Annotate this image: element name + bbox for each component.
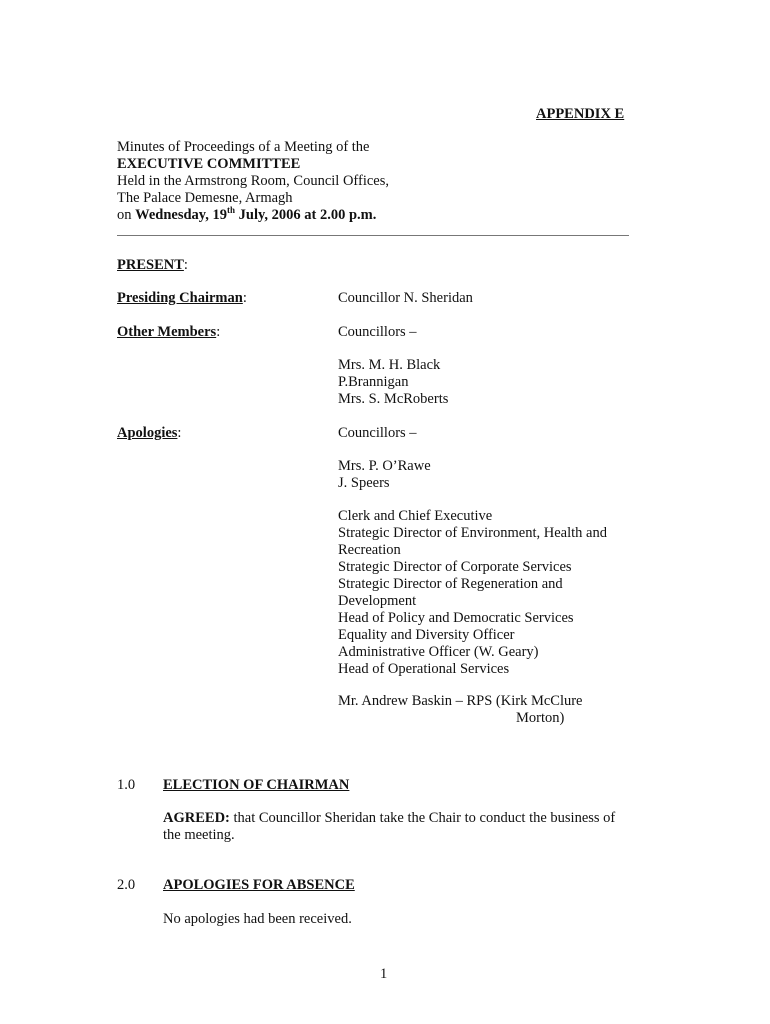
present-colon: : — [183, 257, 188, 273]
committee-name: EXECUTIVE COMMITTEE — [117, 156, 301, 172]
header-line-4: The Palace Demesne, Armagh — [117, 190, 293, 206]
presiding-colon: : — [242, 290, 247, 306]
date-prefix: on — [117, 207, 136, 223]
members-heading: Councillors – — [338, 324, 417, 340]
list-item: Strategic Director of Environment, Health and — [338, 525, 607, 541]
meeting-date — [117, 207, 389, 224]
list-item: Development — [338, 593, 417, 609]
members-list — [338, 357, 648, 408]
list-item: Mrs. M. H. Black — [338, 357, 441, 373]
list-item: Administrative Officer (W. Geary) — [338, 644, 539, 660]
header-line-3: Held in the Armstrong Room, Council Offices, — [117, 173, 389, 189]
list-item: Strategic Director of Regeneration and — [338, 576, 563, 592]
list-item: P.Brannigan — [338, 374, 409, 390]
apologies-label — [117, 425, 181, 442]
members-colon: : — [216, 324, 221, 340]
agreed-text: that Councillor Sheridan take the Chair to conduct the business of — [229, 810, 616, 826]
list-item: Clerk and Chief Executive — [338, 508, 493, 524]
list-item: Head of Operational Services — [338, 661, 510, 677]
page-number: 1 — [380, 966, 388, 982]
presiding-chairman-value: Councillor N. Sheridan — [338, 290, 473, 306]
apologies-colon: : — [177, 425, 182, 441]
section-title: APOLOGIES FOR ABSENCE — [163, 877, 355, 893]
presiding-label-text: Presiding Chairman — [117, 290, 243, 306]
present-label: PRESENT — [117, 257, 184, 273]
section-number: 1.0 — [117, 777, 136, 793]
section-body-line-1 — [163, 810, 663, 827]
apologies-label-text: Apologies — [117, 425, 178, 441]
guest-line-1: Mr. Andrew Baskin – RPS (Kirk McClure — [338, 693, 583, 709]
section-title: ELECTION OF CHAIRMAN — [163, 777, 350, 793]
apologies-heading: Councillors – — [338, 425, 417, 441]
guest-line-2: Morton) — [516, 710, 565, 726]
list-item: Strategic Director of Corporate Services — [338, 559, 572, 575]
section-number: 2.0 — [117, 877, 136, 893]
list-item: Recreation — [338, 542, 401, 558]
present-heading — [117, 257, 188, 274]
list-item: Mrs. S. McRoberts — [338, 391, 449, 407]
meeting-header — [117, 139, 389, 224]
date-superscript: th — [226, 205, 235, 216]
members-label-text: Other Members — [117, 324, 217, 340]
appendix-label: APPENDIX E — [536, 106, 625, 122]
header-line-1: Minutes of Proceedings of a Meeting of the — [117, 139, 370, 155]
list-item: Equality and Diversity Officer — [338, 627, 515, 643]
agreed-label: AGREED: — [163, 810, 230, 826]
other-members-label — [117, 324, 220, 341]
section-body-line-2: the meeting. — [163, 827, 235, 843]
apologies-list — [338, 458, 648, 492]
date-day: Wednesday, 19 — [135, 207, 227, 223]
presiding-chairman-label — [117, 290, 247, 307]
section-body — [163, 810, 663, 844]
header-divider — [117, 235, 629, 236]
list-item: J. Speers — [338, 475, 390, 491]
list-item: Mrs. P. O’Rawe — [338, 458, 431, 474]
list-item: Head of Policy and Democratic Services — [338, 610, 574, 626]
section-body: No apologies had been received. — [163, 911, 352, 927]
date-rest: July, 2006 at 2.00 p.m. — [235, 207, 377, 223]
officers-list — [338, 508, 648, 678]
